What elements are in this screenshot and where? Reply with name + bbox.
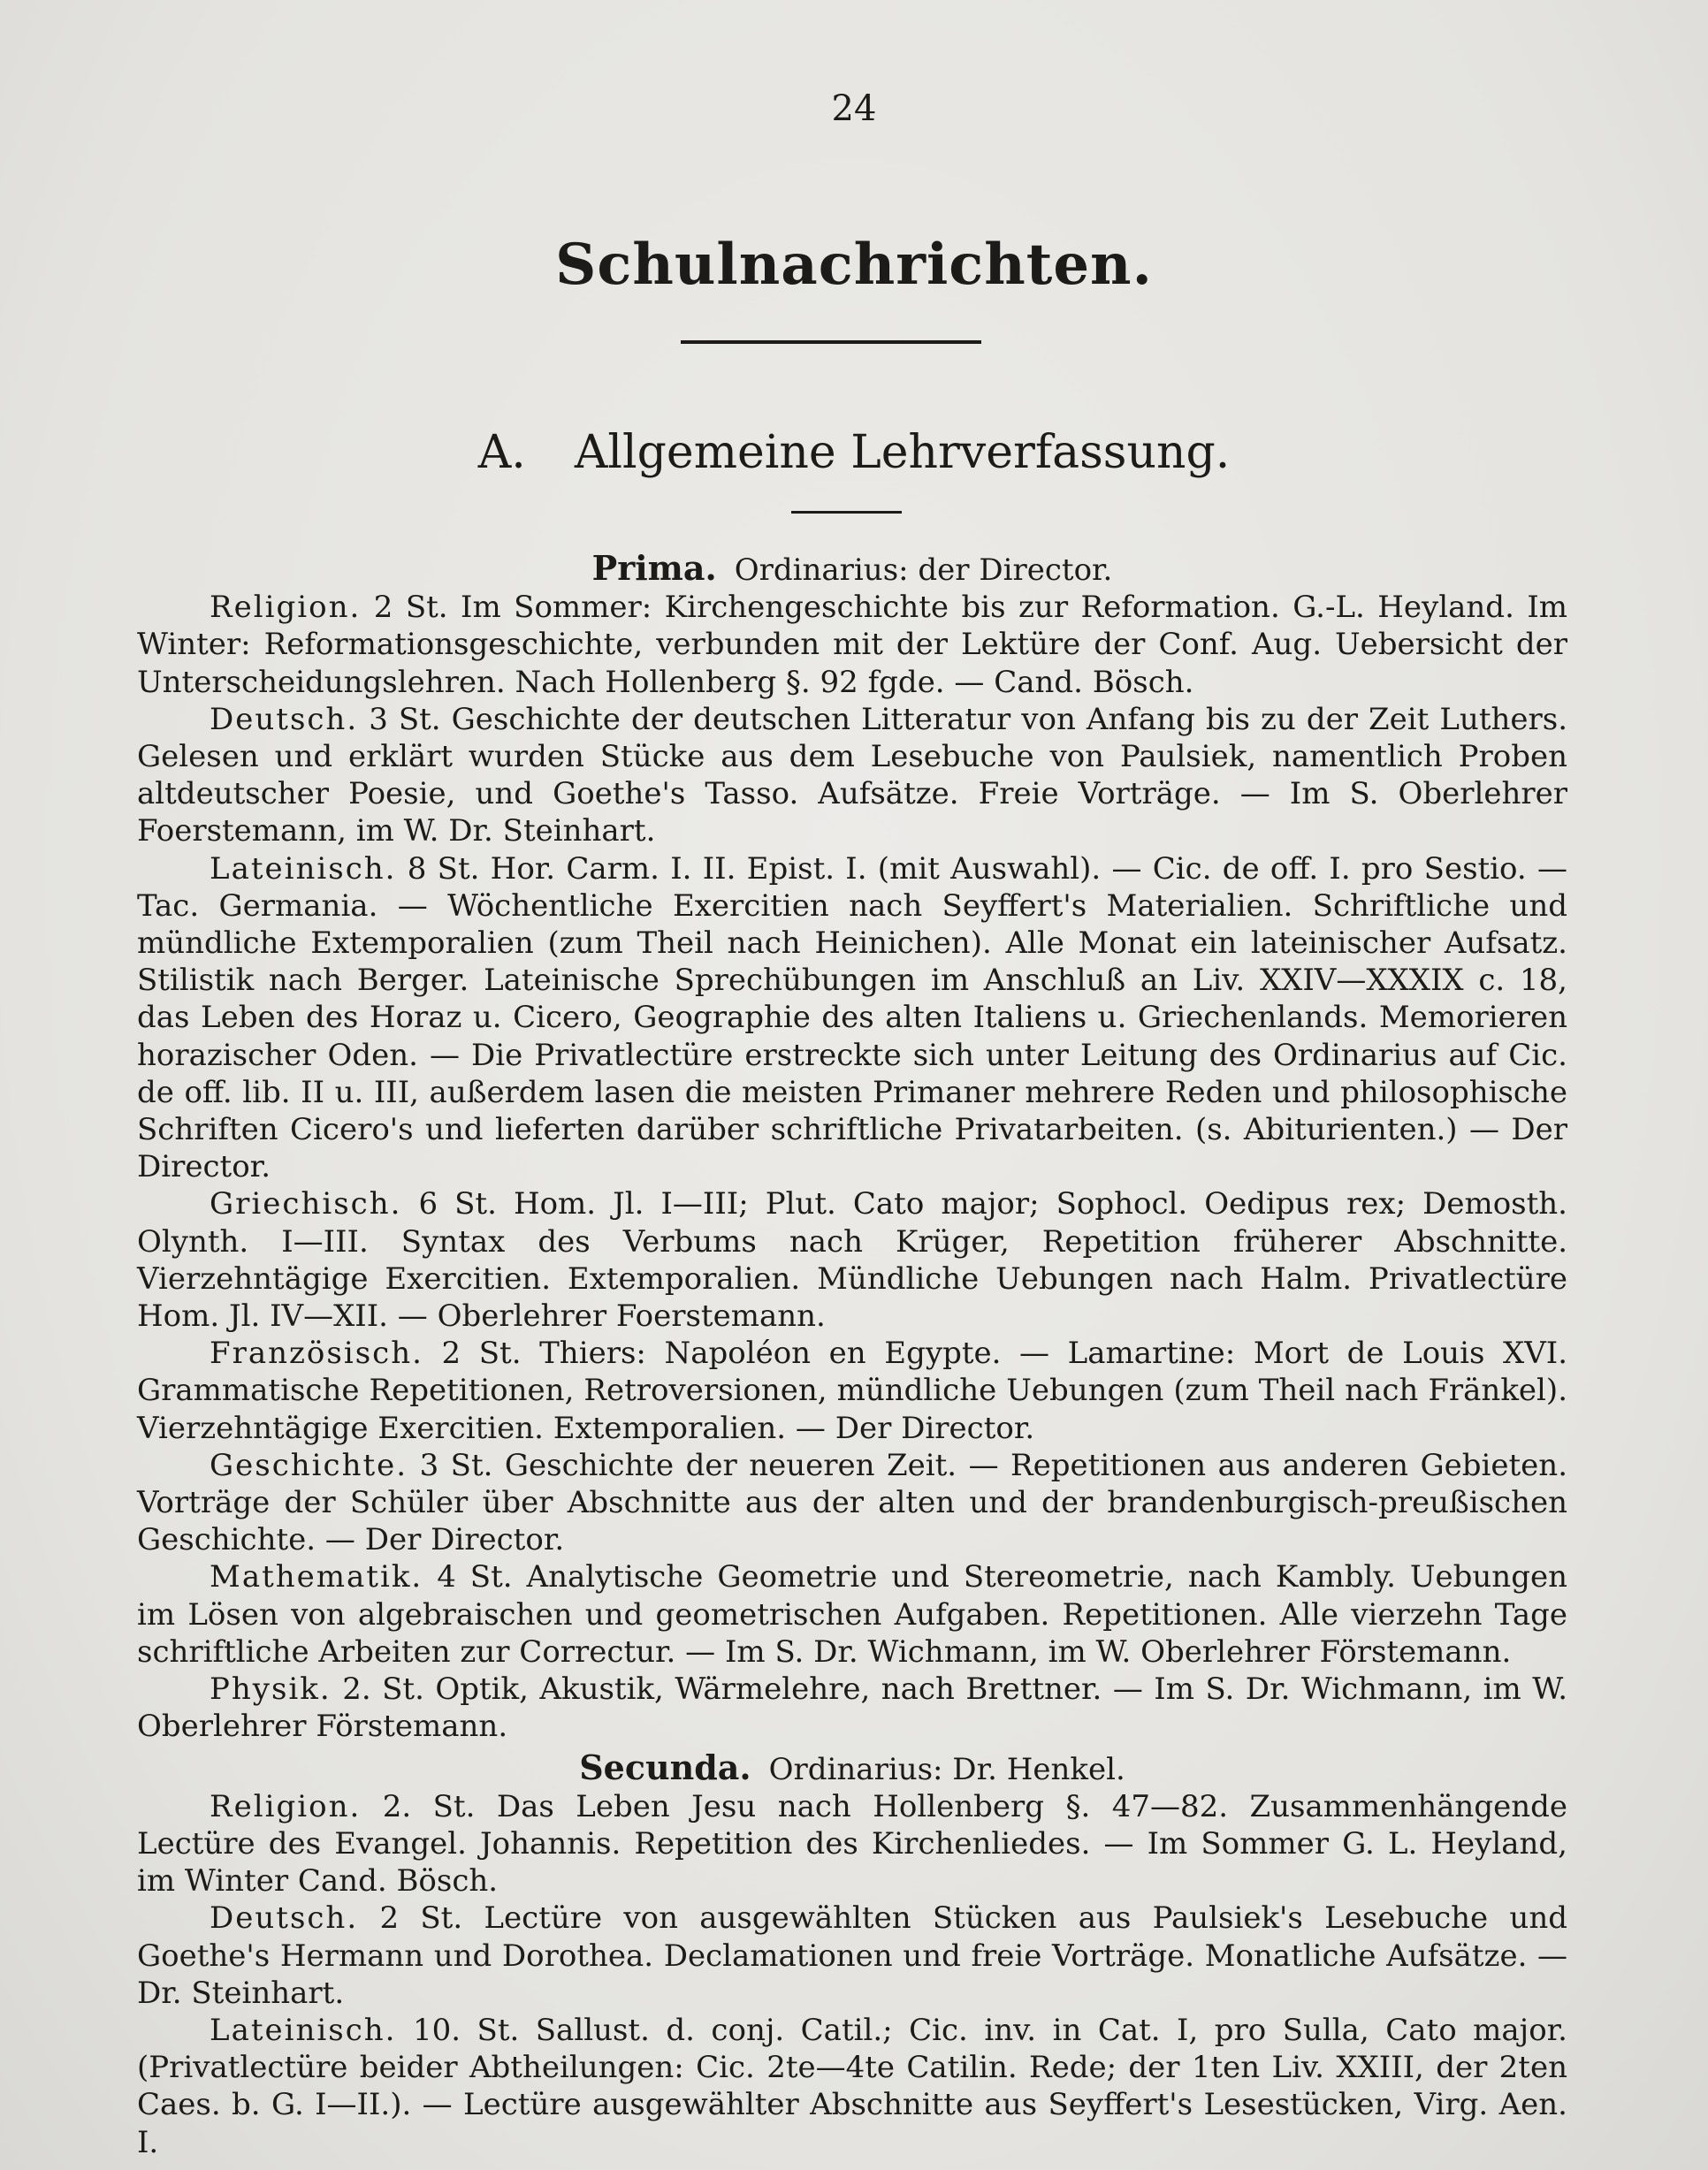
subject-name: Deutsch. [210,1900,359,1937]
subject-paragraph [137,1335,1567,1447]
subject-name: Lateinisch. [210,2012,397,2048]
title-divider [681,340,981,344]
section-letter: A. [477,426,526,479]
subject-text: 8 St. Hor. Carm. I. II. Epist. I. (mit Auswahl). — Cic. de off. I. pro Sestio. — Tac. Germania. — Wöchentliche Exercitien nach Seyffert's Materialien. Schriftliche und mündliche Extemporalien (zum Theil nach Heinichen). Alle Monat ein lateinischer Aufsatz. Stilistik nach Berger. Lateinische Sprechübungen im Anschluß an Liv. XXIV—XXXIX c. 18, das Leben des Horaz u. Cicero, Geographie des alten Italiens u. Griechenlands. Memorieren horazischer Oden. — Die Privatlectüre erstreckte sich unter Leitung des Ordinarius auf Cic. de off. lib. II u. III, außerdem lasen die meisten Primaner mehrere Reden und philosophische Schriften Cicero's und lieferten darüber schriftliche Privatarbeiten. (s. Abiturienten.) — Der Director. [137,850,1567,1185]
subject-name: Religion. [210,590,362,626]
section-divider [791,511,902,514]
subject-paragraph [137,1558,1567,1671]
section-heading [0,426,1708,479]
subject-paragraph [137,701,1567,850]
subject-paragraph [137,1900,1567,2012]
subject-text: 10. St. Sallust. d. conj. Catil.; Cic. inv. in Cat. I, pro Sulla, Cato major. (Privatlectüre beider Abtheilungen: Cic. 2te—4te Catilin. Rede; der 1ten Liv. XXIII, der 2ten Caes. b. G. I—II.). — Lectüre ausgewählter Abschnitte aus Seyffert's Lesestücken, Virg. Aen. I. [137,2012,1567,2160]
subject-text: 2 St. Im Sommer: Kirchengeschichte bis zur Reformation. G.-L. Heyland. Im Winter: Reformationsgeschichte, verbunden mit der Lektüre der Conf. Aug. Uebersicht der Unterscheidungslehren. Nach Hollenberg §. 92 fgde. — Cand. Bösch. [137,590,1567,700]
subject-name: Deutsch. [210,701,359,737]
subject-paragraph [137,1671,1567,1745]
page-title: Schulnachrichten. [555,232,1153,298]
class-ordinarius: Ordinarius: der Director. [734,552,1113,588]
subject-paragraph [137,850,1567,1186]
subject-name: Lateinisch. [210,850,397,887]
document-body [137,546,1567,2161]
class-ordinarius: Ordinarius: Dr. Henkel. [768,1751,1125,1787]
page-number: 24 [831,88,877,129]
subject-text: 6 St. Hom. Jl. I—III; Plut. Cato major; Sophocl. Oedipus rex; Demosth. Olynth. I—III. Syntax des Verbums nach Krüger, Repetition früherer Abschnitte. Vierzehntägige Exercitien. Extemporalien. Mündliche Uebungen nach Halm. Privatlectüre Hom. Jl. IV—XII. — Oberlehrer Foerstemann. [137,1186,1567,1335]
section-title: Allgemeine Lehrverfassung. [574,426,1231,479]
subject-paragraph [137,2012,1567,2161]
subject-name: Griechisch. [210,1186,402,1222]
class-name: Prima. [591,548,717,588]
class-name: Secunda. [579,1747,751,1787]
subject-name: Religion. [210,1788,362,1824]
subject-paragraph [137,1788,1567,1900]
subject-text: 2 St. Thiers: Napoléon en Egypte. — Lamartine: Mort de Louis XVI. Grammatische Repetitionen, Retroversionen, mündliche Uebungen (zum Theil nach Fränkel). Vierzehntägige Exercitien. Extemporalien. — Der Director. [137,1336,1568,1446]
subject-text: 3 St. Geschichte der neueren Zeit. — Repetitionen aus anderen Gebieten. Vorträge der Schüler über Abschnitte aus der alten und der brandenburgisch-preußischen Geschichte. — Der Director. [137,1447,1568,1558]
subject-name: Französisch. [210,1336,423,1372]
subject-text: 2. St. Das Leben Jesu nach Hollenberg §. 47—82. Zusammenhängende Lectüre des Evangel. Johannis. Repetition des Kirchenliedes. — Im Sommer G. L. Heyland, im Winter Cand. Bösch. [137,1788,1568,1900]
class-heading-secunda [137,1749,1567,1788]
subject-name: Physik. [210,1671,332,1708]
subject-text: 2 St. Lectüre von ausgewählten Stücken aus Paulsiek's Lesebuche und Goethe's Hermann und Dorothea. Declamationen und freie Vorträge. Monatliche Aufsätze. — Dr. Steinhart. [137,1900,1567,2011]
subject-paragraph [137,589,1567,701]
subject-paragraph [137,1185,1567,1335]
class-heading-prima [137,550,1567,589]
subject-name: Mathematik. [210,1559,423,1595]
subject-text: 4 St. Analytische Geometrie und Stereometrie, nach Kambly. Uebungen im Lösen von algebraischen und geometrischen Aufgaben. Repetitionen. Alle vierzehn Tage schriftliche Arbeiten zur Correctur. — Im S. Dr. Wichmann, im W. Oberlehrer Förstemann. [137,1559,1567,1670]
subject-text: 2. St. Optik, Akustik, Wärmelehre, nach Brettner. — Im S. Dr. Wichmann, im W. Oberlehrer Förstemann. [137,1671,1568,1745]
subject-name: Geschichte. [210,1447,408,1483]
subject-paragraph [137,1447,1567,1559]
subject-text: 3 St. Geschichte der deutschen Litteratur von Anfang bis zu der Zeit Luthers. Gelesen und erklärt wurden Stücke aus dem Lesebuche von Paulsiek, namentlich Proben altdeutscher Poesie, und Goethe's Tasso. Aufsätze. Freie Vorträge. — Im S. Oberlehrer Foerstemann, im W. Dr. Steinhart. [137,701,1568,849]
